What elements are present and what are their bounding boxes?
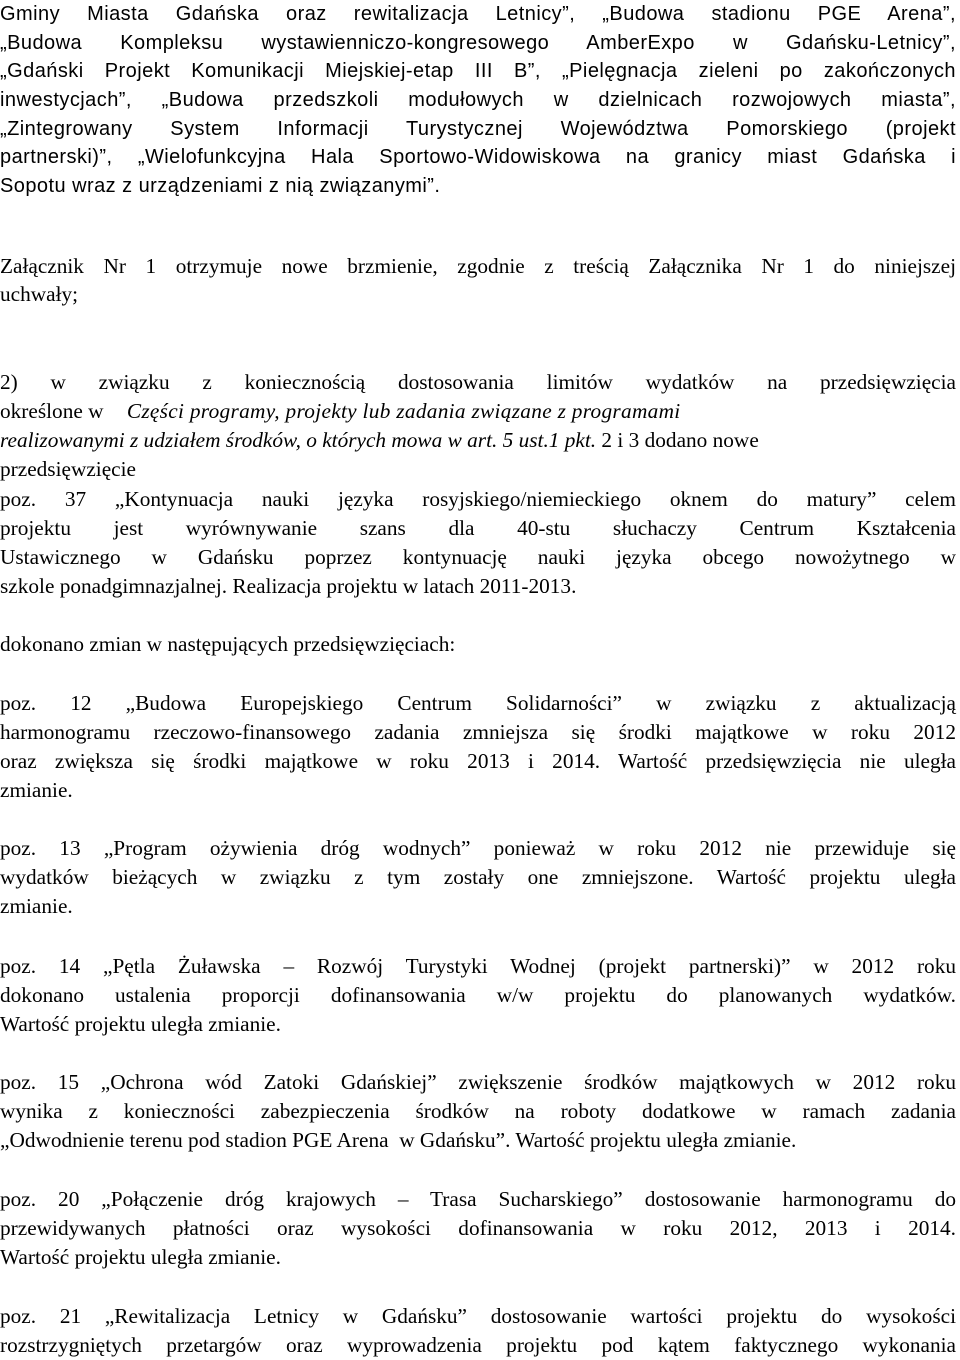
intro-line: inwestycjach”, „Budowa przedszkoli modułowych w dzielnicach rozwojowych miasta”, [0,89,956,111]
poz-12-line: oraz zwiększa się środki majątkowe w roku 2013 i 2014. Wartość przedsięwzięcia nie uległa [0,749,956,773]
intro-line: partnerski)”, „Wielofunkcyjna Hala Sportowo-Widowiskowa na granicy miast Gdańska i [0,146,956,168]
attachment-line: Załącznik Nr 1 otrzymuje nowe brzmienie, zgodnie z treścią Załącznika Nr 1 do niniejszej [0,254,956,278]
intro-line: „Gdański Projekt Komunikacji Miejskiej-etap III B”, „Pielęgnacja zieleni po zakończonych [0,60,956,82]
poz-37-line: projektu jest wyrównywanie szans dla 40-stu słuchaczy Centrum Kształcenia [0,516,956,540]
poz-37-line: Ustawicznego w Gdańsku poprzez kontynuację nauki języka obcego nowożytnego w [0,545,956,569]
changes-heading: dokonano zmian w następujących przedsięwzięciach: [0,632,456,656]
point-2-italic-text: realizowanymi z udziałem środków, o których mowa w art. 5 ust.1 pkt. [0,428,597,452]
poz-14-line: Wartość projektu uległa zmianie. [0,1012,281,1036]
intro-line: Gminy Miasta Gdańska oraz rewitalizacja Letnicy”, „Budowa stadionu PGE Arena”, [0,3,956,25]
poz-13-line: zmianie. [0,894,73,918]
poz-14-line: dokonano ustalenia proporcji dofinansowania w/w projektu do planowanych wydatków. [0,983,956,1007]
point-2-text: 2 i 3 dodano nowe [596,428,759,452]
attachment-line: uchwały; [0,282,79,306]
poz-20-line: Wartość projektu uległa zmianie. [0,1245,281,1269]
poz-12-line: harmonogramu rzeczowo-finansowego zadania zmniejsza się środki majątkowe w roku 2012 [0,720,956,744]
poz-15-line: wynika z konieczności zabezpieczenia środków na roboty dodatkowe w ramach zadania [0,1099,956,1123]
intro-line: „Zintegrowany System Informacji Turystycznej Województwa Pomorskiego (projekt [0,118,956,140]
point-2-text: określone w [0,399,109,423]
point-2-italic-text: Części programy, projekty lub zadania związane z programami [126,399,681,423]
intro-line: „Budowa Kompleksu wystawienniczo-kongresowego AmberExpo w Gdańsku-Letnicy”, [0,32,956,54]
poz-14-line: poz. 14 „Pętla Żuławska – Rozwój Turystyki Wodnej (projekt partnerski)” w 2012 roku [0,954,956,978]
poz-21-line: poz. 21 „Rewitalizacja Letnicy w Gdańsku” dostosowanie wartości projektu do wysokości [0,1304,956,1328]
poz-37-line: szkole ponadgimnazjalnej. Realizacja projektu w latach 2011-2013. [0,574,577,598]
point-2-line [0,397,956,426]
poz-12-line: poz. 12 „Budowa Europejskiego Centrum Solidarności” w związku z aktualizacją [0,691,956,715]
poz-12-line: zmianie. [0,778,73,802]
point-2-line [0,426,956,455]
poz-20-line: poz. 20 „Połączenie dróg krajowych – Trasa Sucharskiego” dostosowanie harmonogramu do [0,1187,956,1211]
poz-15-line: „Odwodnienie terenu pod stadion PGE Arena w Gdańsku”. Wartość projektu uległa zmianie. [0,1128,797,1152]
poz-21-line: rozstrzygniętych przetargów oraz wyprowadzenia projektu pod kątem faktycznego wykonania [0,1333,956,1357]
point-2-line: przedsięwzięcie [0,457,136,481]
poz-13-line: poz. 13 „Program ożywienia dróg wodnych” ponieważ w roku 2012 nie przewiduje się [0,836,956,860]
poz-15-line: poz. 15 „Ochrona wód Zatoki Gdańskiej” zwiększenie środków majątkowych w 2012 roku [0,1070,956,1094]
poz-20-line: przewidywanych płatności oraz wysokości dofinansowania w roku 2012, 2013 i 2014. [0,1216,956,1240]
poz-13-line: wydatków bieżących w związku z tym zostały one zmniejszone. Wartość projektu uległa [0,865,956,889]
intro-line: Sopotu wraz z urządzeniami z nią związanymi”. [0,175,441,197]
point-2-line: 2) w związku z koniecznością dostosowania limitów wydatków na przedsięwzięcia [0,370,956,394]
poz-37-line: poz. 37 „Kontynuacja nauki języka rosyjskiego/niemieckiego oknem do matury” celem [0,487,956,511]
